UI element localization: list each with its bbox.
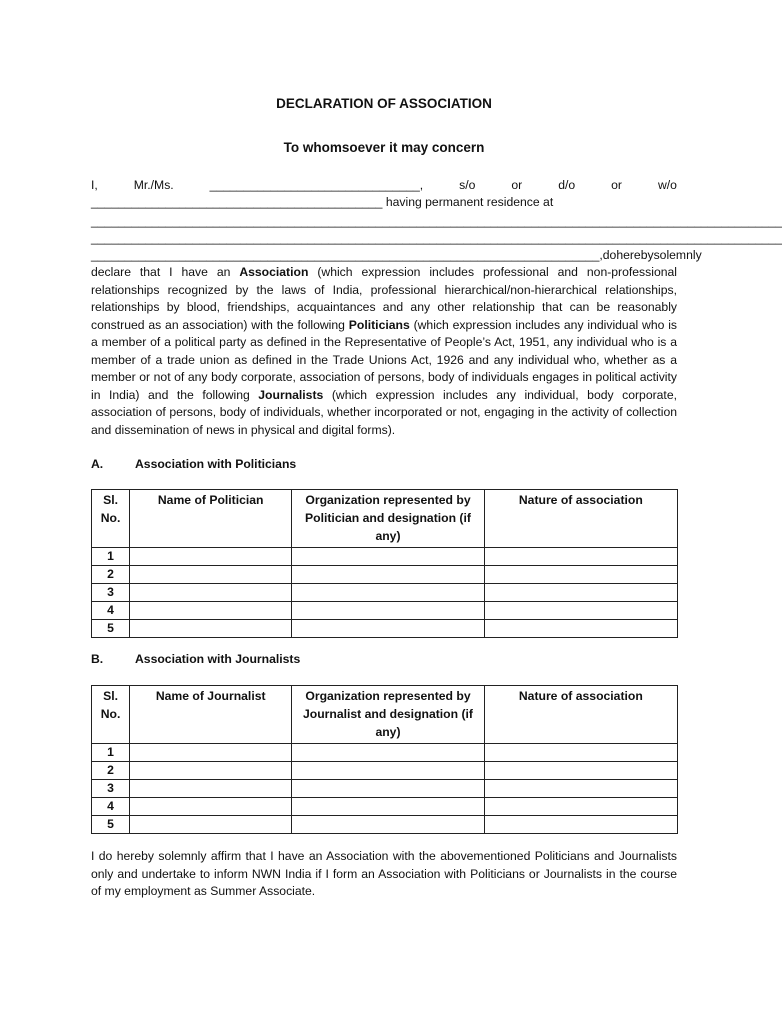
header-nature: Nature of association (484, 686, 677, 744)
row-number: 4 (92, 798, 130, 816)
organization-cell[interactable] (292, 566, 484, 584)
nature-cell[interactable] (484, 584, 677, 602)
row-number: 2 (92, 566, 130, 584)
row-number: 1 (92, 548, 130, 566)
name-cell[interactable] (130, 620, 292, 638)
header-name: Name of Journalist (130, 686, 292, 744)
organization-cell[interactable] (292, 548, 484, 566)
table-row (92, 566, 678, 584)
table-row (92, 602, 678, 620)
nature-cell[interactable] (484, 798, 677, 816)
address-blank-2[interactable]: ______________________________________________________________________________________________________ (91, 231, 782, 245)
header-name: Name of Politician (130, 490, 292, 548)
name-cell[interactable] (130, 816, 292, 834)
name-cell[interactable] (130, 602, 292, 620)
line5-word: hereby (616, 248, 654, 262)
table-row (92, 620, 678, 638)
row-number: 3 (92, 780, 130, 798)
line1-word: s/o (459, 178, 476, 192)
row-number: 5 (92, 816, 130, 834)
organization-cell[interactable] (292, 584, 484, 602)
header-organization: Organization represented by Journalist and designation (if any) (292, 686, 484, 744)
table-row (92, 780, 678, 798)
row-number: 2 (92, 762, 130, 780)
body-text: (which expression includes any individual, body corporate, association of persons, body of individuals, whether incorporated or not, engaging in the activity of collection and dissemination of news in physical and digital forms). (91, 387, 677, 437)
keyword-association: Association (239, 265, 309, 279)
nature-cell[interactable] (484, 744, 677, 762)
line1-word: Mr./Ms. (133, 178, 174, 192)
table-row (92, 548, 678, 566)
line1-word: w/o (657, 178, 677, 192)
nature-cell[interactable] (484, 620, 677, 638)
document-title: DECLARATION OF ASSOCIATION (276, 96, 492, 111)
name-cell[interactable] (130, 584, 292, 602)
table-row (92, 762, 678, 780)
keyword-journalists: Journalists (258, 387, 324, 402)
declarant-line-2 (91, 194, 677, 211)
section-letter: B. (91, 652, 104, 666)
declarant-line-1 (91, 177, 677, 194)
line5-word: solemnly (653, 248, 702, 262)
header-organization: Organization represented by Politician and designation (if any) (292, 490, 484, 548)
residence-label: having permanent residence at (382, 195, 554, 209)
address-blank-3[interactable]: ___________________________________________________________________________, (91, 248, 603, 262)
organization-cell[interactable] (292, 780, 484, 798)
header-sl-no: Sl. No. (92, 490, 130, 548)
table-row (92, 584, 678, 602)
nature-cell[interactable] (484, 566, 677, 584)
name-cell[interactable] (130, 798, 292, 816)
nature-cell[interactable] (484, 780, 677, 798)
document-subtitle: To whomsoever it may concern (283, 140, 485, 155)
organization-cell[interactable] (292, 744, 484, 762)
body-text: (which expression includes professional and non-professional relationships recognized by the laws of India, professional hierarchical/non-hierarchical relationships, relationships by blood, friendships, acquaintances and any other relationship that can be reasonably construed as an association) with the following (91, 265, 677, 332)
line1-word: I, (91, 178, 98, 192)
organization-cell[interactable] (292, 620, 484, 638)
table-header-row (92, 490, 678, 548)
section-title: Association with Journalists (135, 652, 301, 666)
table-header-row (92, 686, 678, 744)
header-nature: Nature of association (484, 490, 677, 548)
address-blank-1[interactable]: ______________________________________________________________________________________________________ (91, 214, 782, 228)
name-cell[interactable] (130, 566, 292, 584)
organization-cell[interactable] (292, 798, 484, 816)
table-row (92, 816, 678, 834)
politicians-table (91, 489, 678, 638)
organization-cell[interactable] (292, 762, 484, 780)
table-row (92, 798, 678, 816)
row-number: 4 (92, 602, 130, 620)
line1-word: or (611, 178, 622, 192)
name-cell[interactable] (130, 780, 292, 798)
organization-cell[interactable] (292, 816, 484, 834)
nature-cell[interactable] (484, 816, 677, 834)
table-row (92, 744, 678, 762)
organization-cell[interactable] (292, 602, 484, 620)
section-title: Association with Politicians (135, 457, 297, 471)
name-cell[interactable] (130, 744, 292, 762)
nature-cell[interactable] (484, 762, 677, 780)
line1-word: or (511, 178, 523, 192)
journalists-table (91, 685, 678, 834)
declaration-paragraph (91, 264, 677, 439)
line5-word: do (602, 248, 617, 262)
header-sl-no: Sl. No. (92, 686, 130, 744)
row-number: 1 (92, 744, 130, 762)
row-number: 5 (92, 620, 130, 638)
nature-cell[interactable] (484, 548, 677, 566)
nature-cell[interactable] (484, 602, 677, 620)
name-cell[interactable] (130, 762, 292, 780)
name-blank[interactable]: _______________________________, (209, 178, 424, 192)
body-text: declare that I have an (91, 265, 240, 279)
keyword-politicians: Politicians (348, 317, 410, 332)
declarant-line-5 (91, 247, 702, 264)
relation-name-blank[interactable]: ___________________________________________ (91, 195, 383, 209)
section-b-heading (91, 651, 300, 668)
name-cell[interactable] (130, 548, 292, 566)
section-a-heading (91, 456, 296, 473)
section-letter: A. (91, 457, 104, 471)
line1-word: d/o (558, 178, 576, 192)
closing-affirmation: I do hereby solemnly affirm that I have an Association with the abovementioned Politicians and Journalists only and undertake to inform NWN India if I form an Association with Politicians or Journalists in the course of my employment as Summer Associate. (91, 849, 677, 899)
row-number: 3 (92, 584, 130, 602)
body-text: (which expression includes any individual who is a member of a political party as defined in the Representative of People’s Act, 1951, any individual who is a member of a trade union as defined in the Trade Unions Act, 1926 and any individual who, whether as a member or not of any body corporate, association of persons, body of individuals engages in political activity in India) and the following (91, 317, 677, 402)
